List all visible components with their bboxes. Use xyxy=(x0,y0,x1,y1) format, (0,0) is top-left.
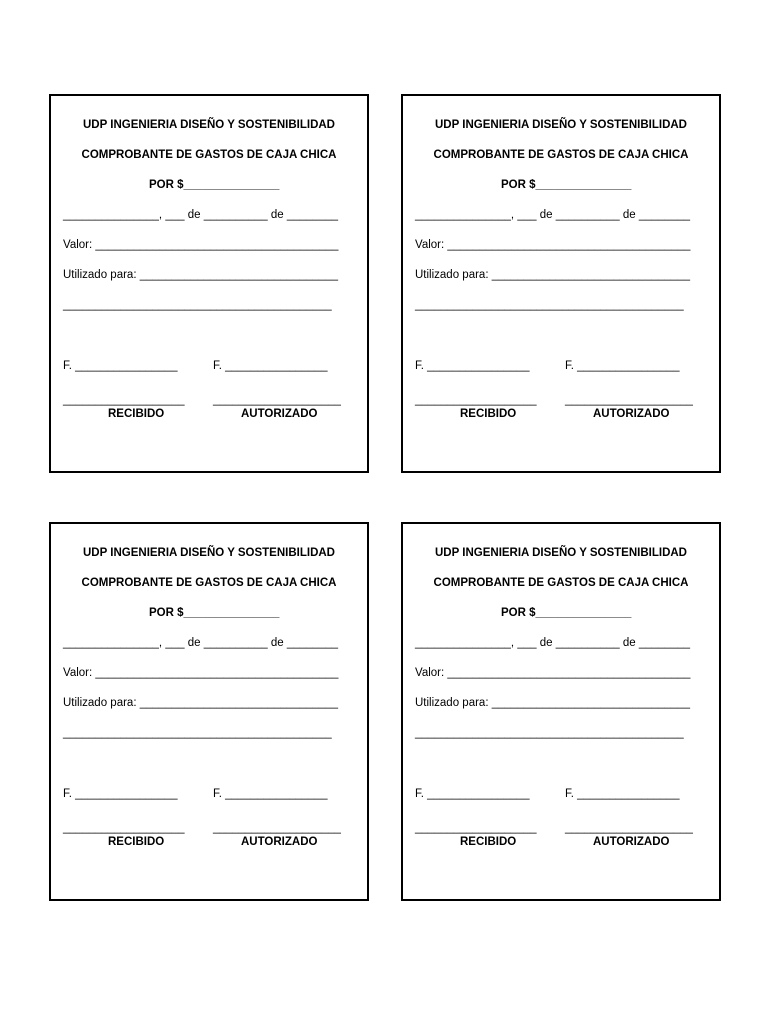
received-name-line: ___________________ xyxy=(63,822,185,834)
received-signature-field: F. ________________ xyxy=(63,788,178,800)
received-signature-field: F. ________________ xyxy=(63,360,178,372)
amount-field: POR $_______________ xyxy=(149,179,280,191)
authorized-label: AUTORIZADO xyxy=(593,836,670,848)
date-field: _______________, ___ de __________ de ________ xyxy=(63,209,339,221)
petty-cash-voucher xyxy=(401,94,721,473)
used-for-field: Utilizado para: _______________________________ xyxy=(415,269,690,281)
date-field: _______________, ___ de __________ de ________ xyxy=(415,209,691,221)
value-field: Valor: ______________________________________ xyxy=(415,667,691,679)
used-for-field: Utilizado para: _______________________________ xyxy=(63,697,338,709)
amount-field: POR $_______________ xyxy=(149,607,280,619)
authorized-name-line: ____________________ xyxy=(213,822,341,834)
authorized-label: AUTORIZADO xyxy=(241,408,318,420)
received-name-line: ___________________ xyxy=(415,822,537,834)
received-signature-field: F. ________________ xyxy=(415,360,530,372)
date-field: _______________, ___ de __________ de ________ xyxy=(415,637,691,649)
authorized-label: AUTORIZADO xyxy=(593,408,670,420)
petty-cash-voucher xyxy=(49,94,369,473)
company-name: UDP INGENIERIA DISEÑO Y SOSTENIBILIDAD xyxy=(435,547,687,559)
company-name: UDP INGENIERIA DISEÑO Y SOSTENIBILIDAD xyxy=(83,119,335,131)
company-name: UDP INGENIERIA DISEÑO Y SOSTENIBILIDAD xyxy=(435,119,687,131)
received-name-line: ___________________ xyxy=(63,394,185,406)
used-for-continuation-line: __________________________________________ xyxy=(63,727,332,739)
company-name: UDP INGENIERIA DISEÑO Y SOSTENIBILIDAD xyxy=(83,547,335,559)
authorized-signature-field: F. ________________ xyxy=(213,360,328,372)
received-signature-field: F. ________________ xyxy=(415,788,530,800)
date-field: _______________, ___ de __________ de ________ xyxy=(63,637,339,649)
value-field: Valor: ______________________________________ xyxy=(415,239,691,251)
received-label: RECIBIDO xyxy=(460,408,517,420)
used-for-field: Utilizado para: _______________________________ xyxy=(415,697,690,709)
voucher-title: COMPROBANTE DE GASTOS DE CAJA CHICA xyxy=(433,149,689,161)
voucher-title: COMPROBANTE DE GASTOS DE CAJA CHICA xyxy=(433,577,689,589)
voucher-title: COMPROBANTE DE GASTOS DE CAJA CHICA xyxy=(81,577,337,589)
petty-cash-voucher xyxy=(401,522,721,901)
used-for-continuation-line: __________________________________________ xyxy=(415,727,684,739)
authorized-name-line: ____________________ xyxy=(213,394,341,406)
received-name-line: ___________________ xyxy=(415,394,537,406)
received-label: RECIBIDO xyxy=(460,836,517,848)
petty-cash-voucher xyxy=(49,522,369,901)
authorized-name-line: ____________________ xyxy=(565,394,693,406)
authorized-signature-field: F. ________________ xyxy=(213,788,328,800)
authorized-label: AUTORIZADO xyxy=(241,836,318,848)
amount-field: POR $_______________ xyxy=(501,179,632,191)
authorized-signature-field: F. ________________ xyxy=(565,788,680,800)
received-label: RECIBIDO xyxy=(108,836,165,848)
used-for-field: Utilizado para: _______________________________ xyxy=(63,269,338,281)
amount-field: POR $_______________ xyxy=(501,607,632,619)
received-label: RECIBIDO xyxy=(108,408,165,420)
used-for-continuation-line: __________________________________________ xyxy=(415,299,684,311)
authorized-name-line: ____________________ xyxy=(565,822,693,834)
authorized-signature-field: F. ________________ xyxy=(565,360,680,372)
voucher-title: COMPROBANTE DE GASTOS DE CAJA CHICA xyxy=(81,149,337,161)
value-field: Valor: ______________________________________ xyxy=(63,239,339,251)
used-for-continuation-line: __________________________________________ xyxy=(63,299,332,311)
value-field: Valor: ______________________________________ xyxy=(63,667,339,679)
